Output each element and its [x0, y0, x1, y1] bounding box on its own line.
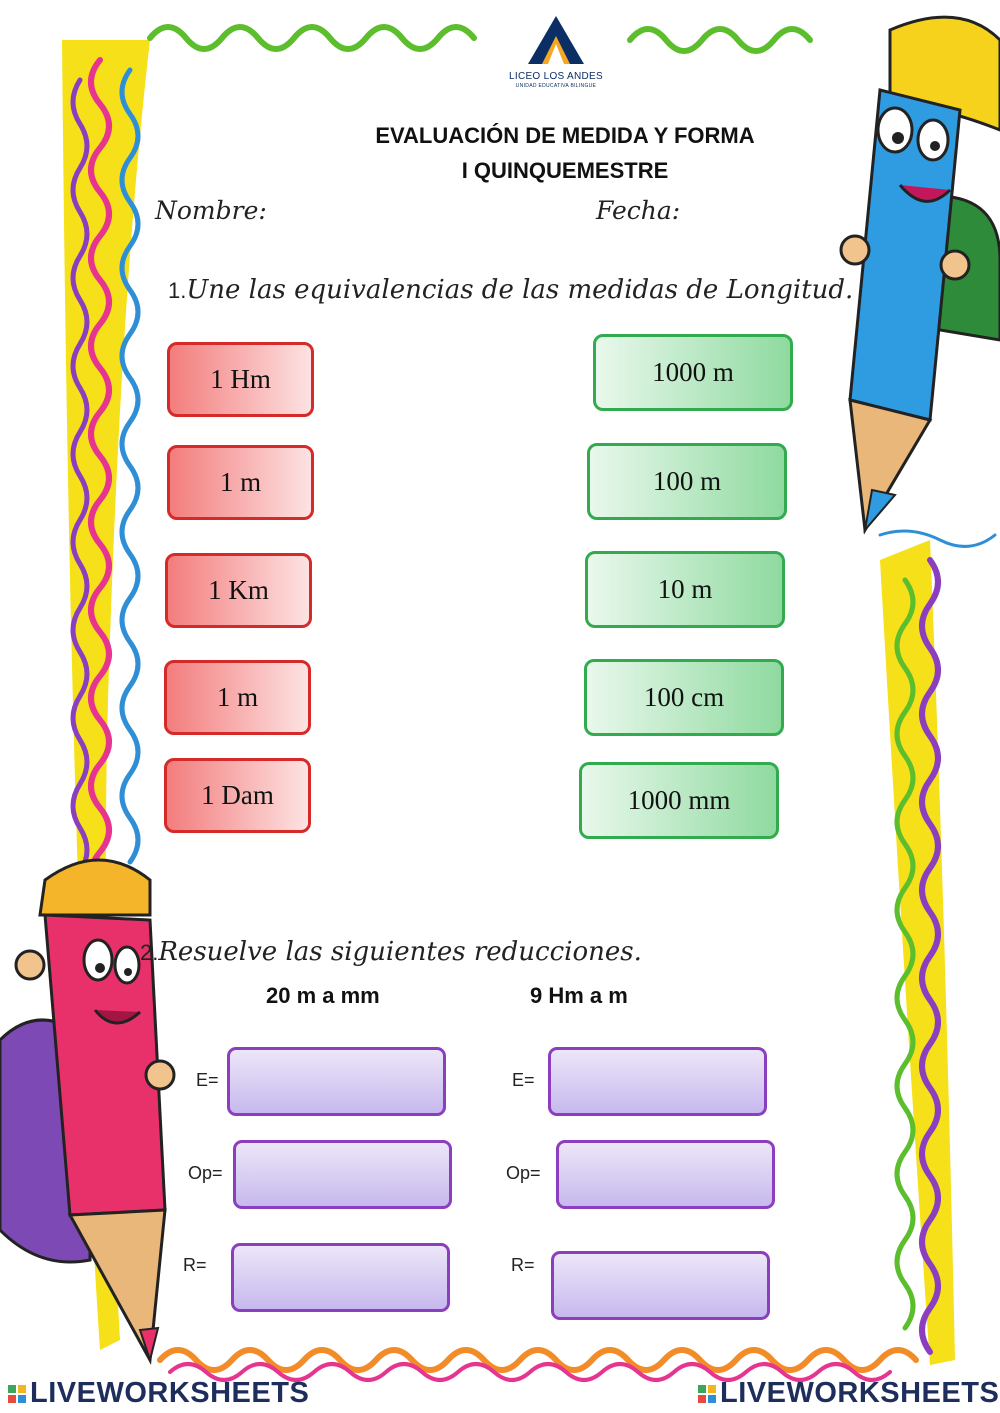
problem1-title: 20 m a mm [266, 983, 380, 1008]
left-match-box[interactable]: 1 Dam [164, 758, 311, 833]
label-e: E= [512, 1070, 535, 1090]
blue-pencil-character [841, 17, 1000, 530]
right-match-box[interactable]: 1000 mm [579, 762, 779, 839]
mountain-logo-icon [526, 14, 586, 66]
brand-right [698, 1377, 999, 1410]
problem2-title: 9 Hm a m [530, 983, 628, 1008]
liveworksheets-icon [8, 1385, 26, 1403]
logo-subtitle: UNIDAD EDUCATIVA BILINGUE [515, 83, 597, 89]
page-subtitle: I QUINQUEMESTRE [461, 158, 669, 183]
right-match-box[interactable]: 100 cm [584, 659, 784, 736]
section1-heading [168, 275, 853, 305]
name-label: Nombre: [155, 196, 267, 225]
section2-number: 2. [140, 940, 159, 965]
date-label: Fecha: [596, 196, 681, 225]
left-match-box[interactable]: 1 m [167, 445, 314, 520]
yellow-band-right [880, 540, 955, 1365]
section1-number: 1. [168, 278, 187, 303]
left-match-box[interactable]: 1 Hm [167, 342, 314, 417]
wave-top-green-right [630, 29, 810, 51]
brand-left-text: LIVEWORKSHEETS [30, 1377, 310, 1409]
answer-input-op[interactable] [233, 1140, 452, 1209]
page-title: EVALUACIÓN DE MEDIDA Y FORMA [375, 123, 755, 148]
answer-input-r[interactable] [231, 1243, 450, 1312]
left-match-box[interactable]: 1 m [164, 660, 311, 735]
swirl-right [880, 531, 995, 546]
label-r: R= [183, 1255, 207, 1275]
right-match-box[interactable]: 1000 m [593, 334, 793, 411]
liveworksheets-icon [698, 1385, 716, 1403]
label-r: R= [511, 1255, 535, 1275]
logo-name: LICEO LOS ANDES [509, 71, 603, 82]
section1-instruction: Une las equivalencias de las medidas de Longitud. [186, 275, 854, 305]
wave-top-green [150, 27, 474, 49]
section2-instruction: Resuelve las siguientes reducciones. [158, 937, 642, 967]
answer-input-e[interactable] [548, 1047, 767, 1116]
answer-input-e[interactable] [227, 1047, 446, 1116]
right-match-box[interactable]: 100 m [587, 443, 787, 520]
brand-right-text: LIVEWORKSHEETS [720, 1377, 1000, 1409]
answer-input-r[interactable] [551, 1251, 770, 1320]
left-match-box[interactable]: 1 Km [165, 553, 312, 628]
school-logo [488, 8, 624, 88]
red-pencil-character [0, 860, 174, 1360]
right-match-box[interactable]: 10 m [585, 551, 785, 628]
label-e: E= [196, 1070, 219, 1090]
label-op: Op= [506, 1163, 541, 1183]
label-op: Op= [188, 1163, 223, 1183]
section2-heading [140, 937, 642, 967]
answer-input-op[interactable] [556, 1140, 775, 1209]
brand-left [8, 1377, 309, 1410]
